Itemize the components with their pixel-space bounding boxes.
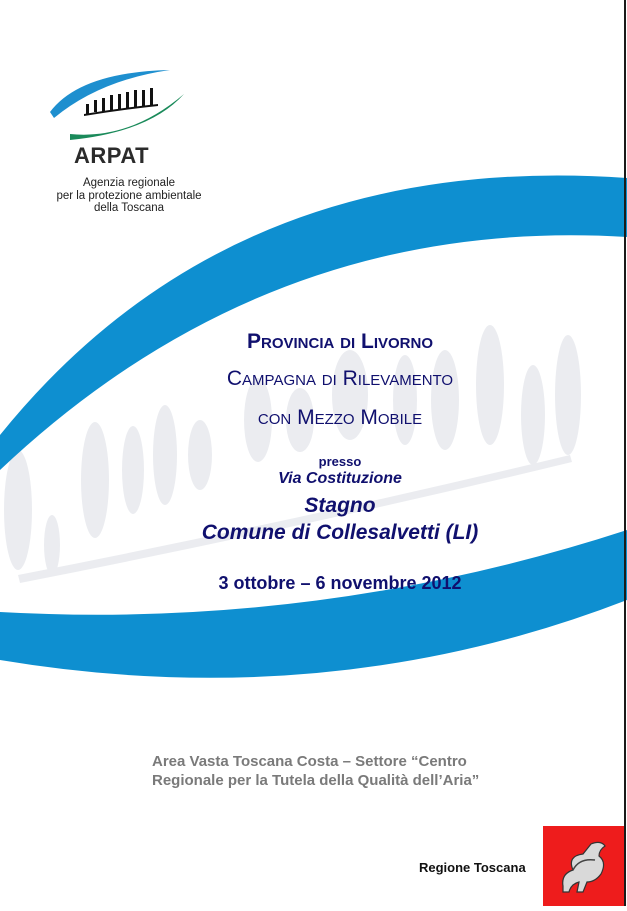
page-edge-rule (624, 0, 626, 906)
footer-org-line: Area Vasta Toscana Costa – Settore “Centro (152, 753, 467, 770)
footer-organization (152, 752, 479, 790)
arpat-subtitle-line: della Toscana (93, 202, 165, 214)
locality-name: Stagno (304, 494, 376, 517)
pegasus-emblem-icon (543, 826, 625, 906)
campaign-title-line1: Campagna di Rilevamento (226, 367, 454, 390)
arpat-subtitle-line: Agenzia regionale (82, 177, 176, 189)
arpat-subtitle (44, 177, 214, 215)
regione-toscana-emblem (543, 826, 625, 906)
campaign-title-line2: con Mezzo Mobile (257, 406, 423, 429)
street-name: Via Costituzione (278, 470, 402, 487)
arpat-logo (40, 62, 220, 147)
municipality-name: Comune di Collesalvetti (LI) (201, 521, 479, 544)
arpat-subtitle-line: per la protezione ambientale (56, 189, 202, 202)
footer-org-line: Regionale per la Tutela della Qualità dell’Aria” (152, 772, 480, 789)
presso-label: presso (318, 454, 362, 469)
region-label: Regione Toscana (419, 860, 526, 875)
arpat-acronym: ARPAT (74, 143, 150, 168)
province-title: Provincia di Livorno (246, 330, 433, 353)
bottom-arc (0, 530, 627, 678)
campaign-period: 3 ottobre – 6 novembre 2012 (218, 573, 462, 593)
arpat-cypress-logo-icon (40, 62, 190, 142)
